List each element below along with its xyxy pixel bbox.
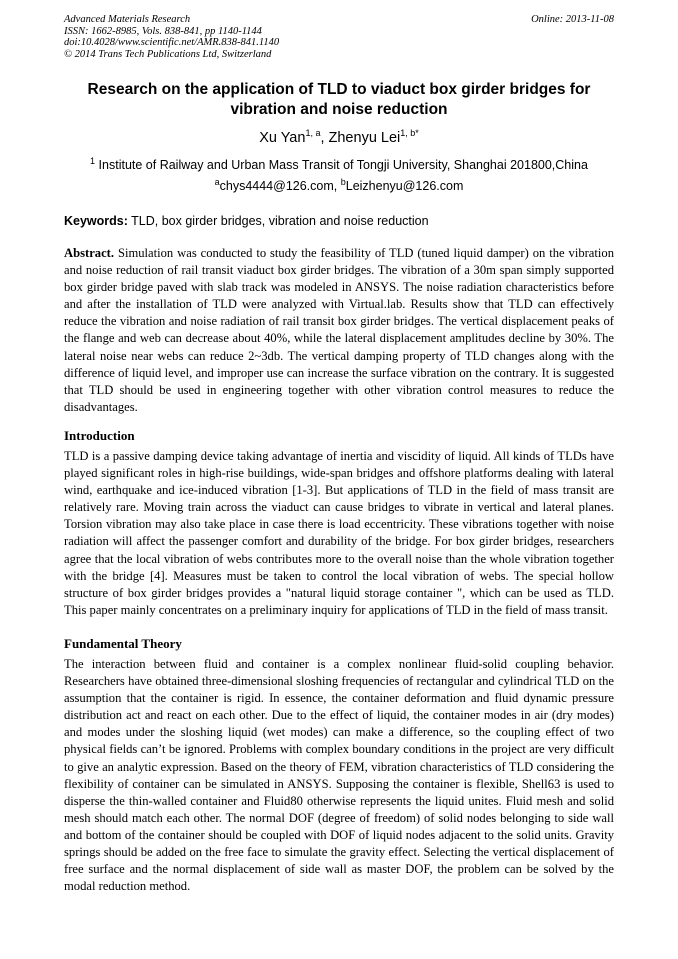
journal-issn: ISSN: 1662-8985, Vols. 838-841, pp 1140-1144: [64, 25, 262, 37]
online-date: Online: 2013-11-08: [531, 14, 614, 25]
keywords-text: TLD, box girder bridges, vibration and noise reduction: [131, 214, 429, 228]
abstract-label: Abstract.: [64, 246, 115, 260]
affiliation-text: Institute of Railway and Urban Mass Transit of Tongji University, Shanghai 201800,China: [98, 158, 588, 172]
affiliation-mark: 1: [90, 155, 96, 166]
journal-doi[interactable]: doi:10.4028/www.scientific.net/AMR.838-841.1140: [64, 37, 280, 48]
journal-name: Advanced Materials Research: [64, 14, 191, 25]
abstract: [64, 245, 614, 416]
journal-header: [64, 14, 279, 60]
journal-copyright: © 2014 Trans Tech Publications Ltd, Switzerland: [64, 48, 272, 60]
author-separator: ,: [320, 130, 329, 146]
keywords: [64, 213, 614, 229]
fundamental-theory-heading: Fundamental Theory: [64, 636, 182, 651]
introduction-text: TLD is a passive damping device taking advantage of inertia and viscidity of liquid. All kinds of TLDs have played significant roles in high-rise buildings, wide-span bridges and offshore platforms dealing with lateral wind, earthquake and ice-induced vibration [1-3]. But applications of TLD in the field of mass transit are relatively rare. Moving train across the viaduct can cause bridges to vibrate in vertical and lateral planes. Torsion vibration may also take place in case there is load eccentricity. These vibrations together with noise radiation will affect the passenger comfort and durability of the bridge. For box girder bridges, researchers agree that the local vibration of webs contributes more to the overall noise than the whole vibration together with the bridge [4]. Measures must be taken to control the local vibration of webs. The special hollow structure of box girder bridges provides a "natural liquid storage container ", which can be used as TLD. This paper mainly concentrates on a preliminary inquiry for applications of TLD in the field of mass transit.: [64, 449, 614, 617]
email-list: [64, 178, 614, 194]
email-address[interactable]: chys4444@126.com: [219, 179, 334, 193]
author-affiliation-mark: 1, b*: [400, 128, 419, 139]
introduction-heading: Introduction: [64, 428, 135, 443]
keywords-label: Keywords:: [64, 214, 128, 228]
author-list: [64, 128, 614, 148]
email-address[interactable]: Leizhenyu@126.com: [345, 179, 464, 193]
affiliation: [64, 157, 614, 173]
author-name: Zhenyu Lei: [328, 130, 401, 146]
author-affiliation-mark: 1, a: [305, 128, 321, 139]
abstract-text: Simulation was conducted to study the feasibility of TLD (tuned liquid damper) on the vibration and noise reduction of rail transit viaduct box girder bridges. The vibration of a 30m span simply supported box girder bridge paved with slab track was modeled in ANSYS. The noise radiation characteristics before and after the installation of TLD were analyzed with Virtual.lab. Results show that TLD can effectively reduce the vibration and noise radiation of rail transit box girder bridges. The vertical displacement peaks of the flange and web can decrease about 40%, while the lateral displacement amplitudes decline by 30%. The lateral noise near webs can reduce 2~3db. The vertical damping property of TLD changes along with the difference of liquid level, and improper use can increase the surface vibration on the contrary. It is suggested that TLD should be used in engineering together with other vibration control measures to reduce the disadvantages.: [64, 246, 614, 414]
email-mark: b: [340, 176, 346, 187]
fundamental-theory-text: The interaction between fluid and container is a complex nonlinear fluid-solid coupling behavior. Researchers have obtained three-dimensional sloshing frequencies of rectangular and cylindrical TLD on the assumption that the container is rigid. In essence, the container deformation and fluid dynamic pressure distribution act and react on each other. Due to the effect of liquid, the container modes in air (dry modes) and modes under the sloshing liquid (wet modes) can make a difference, so the coupling effect of two physical fields can’t be ignored. Problems with complex boundary conditions in the project are very difficult to give an analytic expression. Based on the theory of FEM, vibration characteristics of TLD considering the flexibility of container can be simulated in ANSYS. Supposing the container is flexible, Shell63 is used to disperse the thin-walled container and Fluid80 otherwise represents the liquid unites. Fluid mesh and solid mesh should match each other. The normal DOF (degree of freedom) of solid nodes belonging to side wall and bottom of the container should be coupled with DOF of liquid nodes adjacent to the solid units. Gravity springs should be added on the free face to simulate the gravity effect. Selecting the vertical displacement of free surface and the normal displacement of side wall as master DOF, the problem can be solved by the modal reduction method.: [64, 657, 614, 894]
email-separator: ,: [333, 179, 341, 193]
email-mark: a: [214, 176, 220, 187]
paper-title: Research on the application of TLD to viaduct box girder bridges for vibration and noise reduction: [87, 81, 591, 118]
author-name: Xu Yan: [259, 130, 306, 146]
